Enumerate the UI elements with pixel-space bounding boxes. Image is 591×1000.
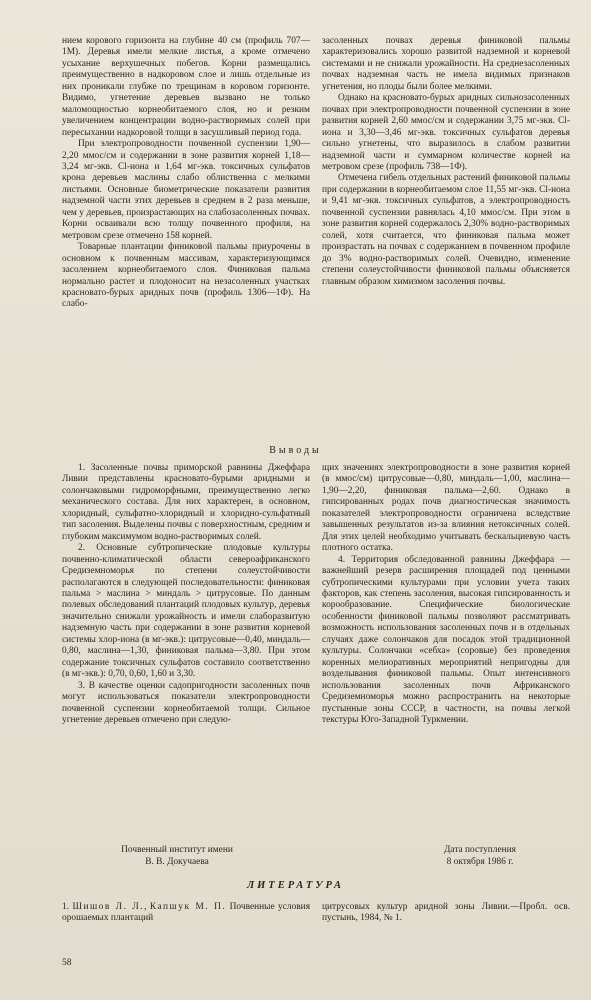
reference-continuation: цитрусовых культур аридной зоны Ливии.—Пробл. осв. пустынь, 1984, № 1. [322,902,570,924]
institution-line: В. В. Докучаева [145,857,209,867]
paragraph: Товарные плантации финиковой пальмы приурочены в основном к почвенным массивам, характеризующимся засолением корнеобитаемого слоя. Финиковая пальма нормально растет и плодоносит на незасоленных участках красновато-бурых аридных почв (профиль 1306—1Ф). На слабо- [62,242,310,310]
conclusion-item: щих значениях электропроводности в зоне развития корней (в ммос/см) цитрусовые—0,80, миндаль—1,00, маслина—1,90—2,20, финиковая пальма—2,60. Однако в гипсированных родах почв диагностическая значимость показателей электропроводности ограничена вследствие завышенных результатов из-за влияния нетоксичных солей. Для этих целей необходимо учитывать бескальциевую часть плотного остатка. [322,463,570,554]
paragraph: нием корового горизонта на глубине 40 см (профиль 707—1М). Деревья имели мелкие листья, а кроме отмечено усыхание верхушечных побегов. Корни размещались преимущественно в надкоровом слое и лишь отдельные из них проникали глубже по трещинам в коровом горизонте. Видимо, угнетение деревьев вызвано не только маломощностью корнеобитаемого слоя, но и резким увеличением концентрации водно-растворимых солей при пересыхании надкоровой толщи в засушливый период года. [62,36,310,138]
conclusion-item: 1. Засоленные почвы приморской равнины Джеффара Ливии представлены красновато-бурыми аридными и солончаковыми гидроморфными, преимущественно легко механического состава. Для них характерен, в основном, хлоридный, сульфатно-хлоридный и хлоридно-сульфатный тип засоления. Выделены почвы с поверхностным, средним и глубоким максимумом водно-растворимых солей. [62,463,310,542]
conclusions-columns [62,463,570,726]
paragraph: засоленных почвах деревья финиковой пальмы характеризовались хорошо развитой надземной и корневой системами и не снижали урожайности. На среднезасоленных почвах надземная часть не имела видимых признаков угнетения, но плоды были более мелкими. [322,36,570,92]
paragraph: При электропроводности почвенной суспензии 1,90—2,20 ммос/см и содержании в зоне развития корней 1,18—3,24 мг-экв. Cl-иона и 1,64 мг-экв. токсичных сульфатов крона деревьев маслины слабо облиственна с мелкими листьями. Основные биометрические показатели развития надземной части этих деревьев в среднем в 2 раза меньше, чем у деревьев, произрастающих на слабозасоленных почвах. Корни осваивали всю толщу почвенного профиля, на метровом срезе отмечено 158 корней. [62,139,310,241]
literature-heading: ЛИТЕРАТУРА [246,880,345,891]
conclusion-item: 2. Основные субтропические плодовые культуры почвенно-климатической области североафриканского Средиземноморья по степени солеустойчивости располагаются в следующей последовательности: финиковая пальма > маслина > миндаль > цитрусовые. По данным полевых обследований плантаций плодовых культур, деревья значительно снижали урожайность и имели слаборазвитую надземную часть при содержании в зоне развития корневой системы хлор-иона (в мг-экв.): цитрусовые—0,40, миндаль—0,80, маслина—1,30, финиковая пальма—3,80. При этом содержание токсичных сульфатов составило соответственно (в мг-экв.): 0,70, 0,60, 1,60 и 3,30. [62,543,310,680]
reference-title: Почвенные условия орошаемых плантаций [62,902,311,924]
reference-item [62,902,310,925]
body-column-left [62,36,310,311]
reference-separator: , [144,902,150,912]
institution-affiliation [62,844,292,868]
conclusions-column-right [322,463,570,726]
conclusions-column-left [62,463,310,726]
page-number: 58 [62,958,72,968]
reference-author: Шишов Л. Л. [72,902,145,912]
body-text-columns [62,36,570,311]
conclusion-item: 4. Территория обследованной равнины Джеффара — важнейший резерв расширения площадей под ценными субтропическими культурами при условии учета таких факторов, как степень засоления, высокая гипсированность и корообразование. Специфические биологические особенности финиковой пальмы позволяют рассматривать возможность использования засоленных почв и в отдельных случаях даже солончаков для посадок этой традиционной культуры. Солончаки «себха» (соровые) без проведения коренных мелиоративных мероприятий непригодны для возделывания финиковой пальмы. Опыт интенсивного использования засоленных почв Африканского Средиземноморья можно распространить на некоторые пустынные зоны СССР, в частности, на почвы легкой текстуры Юго-Западной Туркмении. [322,554,570,725]
received-date [425,844,535,868]
received-label: Дата поступления [444,845,516,855]
reference-column-right [322,902,570,925]
institution-line: Почвенный институт имени [121,845,233,855]
body-column-right [322,36,570,311]
reference-author: Капшук М. П. [149,902,227,912]
conclusion-item: 3. В качестве оценки садопригодности засоленных почв могут использоваться показатели электропроводности почвенной суспензии корнеобитаемой толщи. Сильное угнетение деревьев отмечено при следую- [62,680,310,725]
conclusions-heading: Выводы [269,445,322,456]
paragraph: Однако на красновато-бурых аридных сильнозасоленных почвах при электропроводности почвенной суспензии в зоне развития корней 2,60 ммос/см и содержании 3,75 мг-экв. Cl-иона и 3,30—3,46 мг-экв. токсичных сульфатов деревья сильно угнетены, что выразилось в слабом развитии надземной части и суммарном количестве корней на метровом срезе (профиль 738—1Ф). [322,93,570,172]
reference-column-left [62,902,310,925]
references [62,902,570,925]
reference-number: 1. [62,902,73,912]
received-value: 8 октября 1986 г. [446,857,514,867]
paragraph: Отмечена гибель отдельных растений финиковой пальмы при содержании в корнеобитаемом слое 11,55 мг-экв. Cl-иона и 9,41 мг-экв. токсичных сульфатов, а электропроводность почвенной суспензии равнялась 4,10 ммос/см. При этом в зоне развития корней содержалось 2,30% водно-растворимых солей, хотя считается, что финиковая пальма может произрастать на почвах с содержанием в почвенном профиле до 3% водно-растворимых солей. Очевидно, изменение степени солеустойчивости финиковой пальмы объясняется главным образом химизмом засоления почвы. [322,173,570,287]
